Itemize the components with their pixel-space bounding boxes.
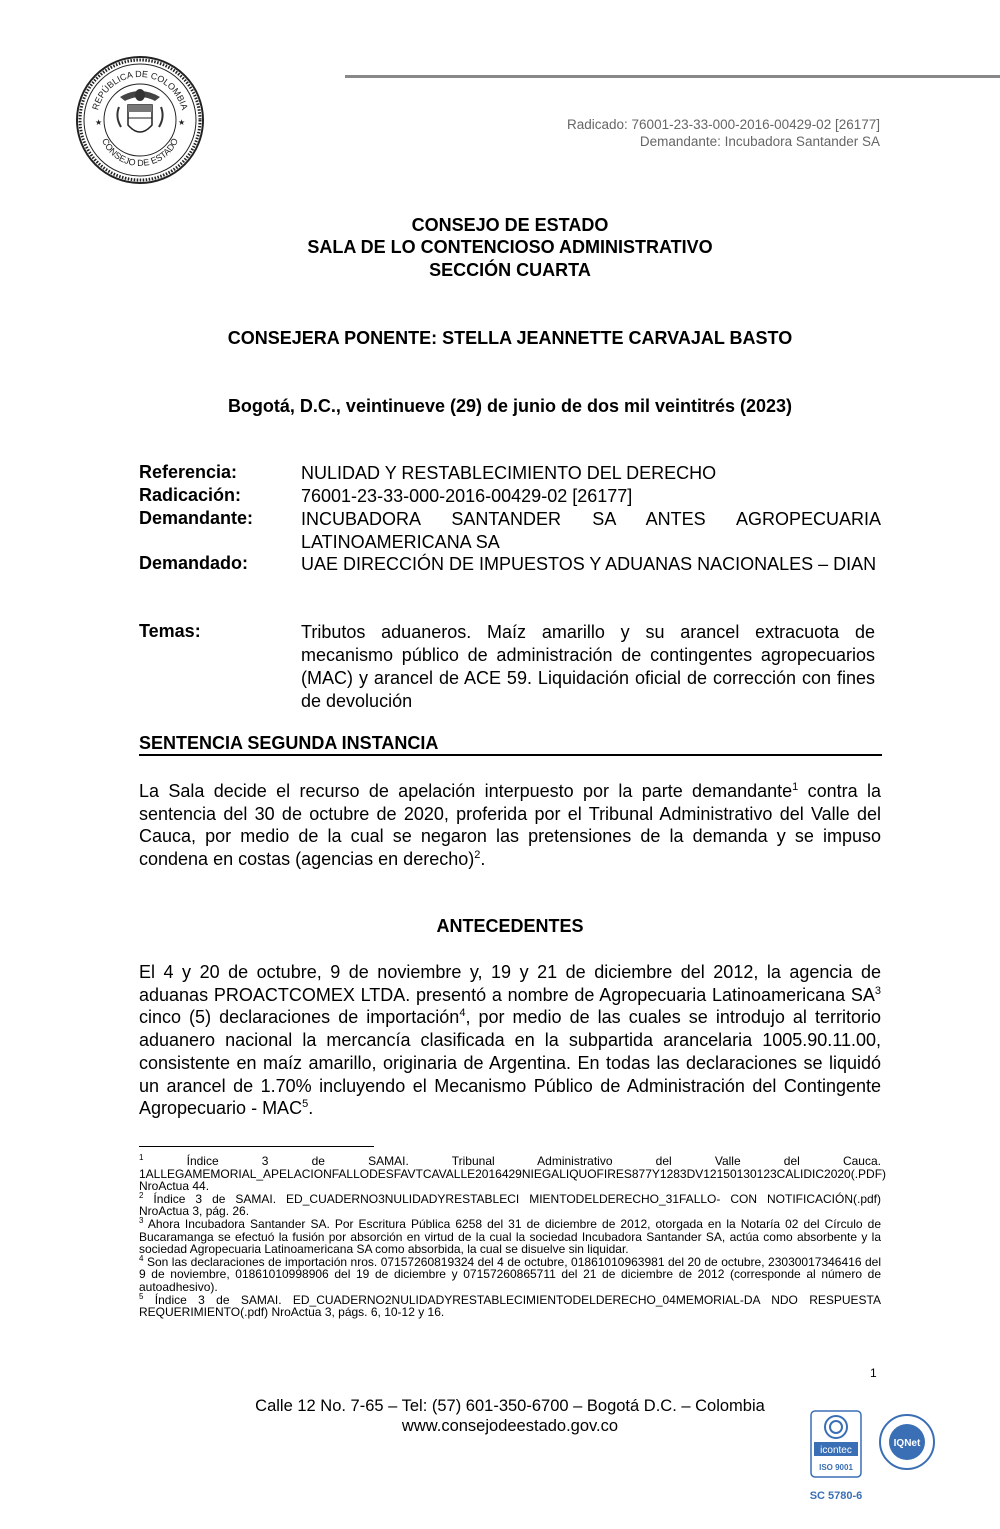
demandado-value: UAE DIRECCIÓN DE IMPUESTOS Y ADUANAS NACIONALES – DIAN <box>301 554 877 574</box>
header-radicado: Radicado: 76001-23-33-000-2016-00429-02 [26177] <box>567 117 880 132</box>
paragraph-antecedentes: El 4 y 20 de octubre, 9 de noviembre y, 19 y 21 de diciembre del 2012, la agencia de aduanas PROACTCOMEX LTDA. presentó a nombre de Agropecuaria Latinoamericana $SA^3$ cinco (5) declaraciones de importación$^4$, por medio de las cuales se introdujo al territorio aduanero nacional la mercancía clasificada en la subpartida arancelaria 1005.90.11.00, consistente en maíz amarillo, originaria de Argentina. En todas las declaraciones se liquidó un arancel de 1.70% incluyendo el Mecanismo Público de Administración del Contingente Agropecuario - MAC$^5$. <box>139 962 881 1119</box>
footnote-5: $^5$ Índice 3 de SAMAI. ED_CUADERNO2NULIDADYRESTABLECIMIENTODELDERECHO_04MEMORIAL-DA NDO RESPUESTA REQUERIMIENTO(.pdf) NroActua 3, págs. 6, 10-12 y 16. <box>139 1291 881 1320</box>
title-line-2: SALA DE LO CONTENCIOSO ADMINISTRATIVO <box>307 237 713 257</box>
certification-code: SC 5780-6 <box>809 1490 863 1502</box>
title-line-1: CONSEJO DE ESTADO <box>411 215 609 235</box>
radicacion-value: 76001-23-33-000-2016-00429-02 [26177] <box>301 486 633 506</box>
page-number: 1 <box>870 1366 877 1380</box>
header-rule <box>345 75 1000 78</box>
icontec-label: icontec <box>820 1445 852 1456</box>
antecedentes-heading: ANTECEDENTES <box>436 916 584 936</box>
sentencia-underline <box>139 754 882 756</box>
footnote-ref-3: 3 <box>874 984 881 997</box>
footer-website-link[interactable]: www.consejodeestado.gov.co <box>401 1417 619 1435</box>
coat-of-arms-icon <box>117 89 162 132</box>
footnote-ref-2: 2 <box>474 849 481 862</box>
demandante-label: Demandante: <box>139 508 254 528</box>
title-line-3: SECCIÓN CUARTA <box>429 260 591 280</box>
footnote-2: $^2$ Índice 3 de SAMAI. ED_CUADERNO3NULIDADYRESTABLECI MIENTODELDERECHO_31FALLO- CON NOTIFICACIÓN(.pdf) NroActua 3, pág. 26. <box>139 1190 881 1219</box>
iso-label: ISO 9001 <box>819 1463 853 1472</box>
svg-text:★: ★ <box>178 118 186 127</box>
footnote-3: $^3$ Ahora Incubadora Santander SA. Por Escritura Pública 6258 del 31 de diciembre de 2012, otorgada en la Notaría 02 del Círculo de Bucaramanga se efectuó la fusión por absorción en virtud de la cual la sociedad Incubadora Santander SA, actúa como absorbente y la sociedad Agropecuaria Latinoamericana SA como absorbida, la cual se disuelve sin liquidar. <box>139 1215 881 1257</box>
paragraph-decision: La Sala decide el recurso de apelación interpuesto por la parte demandante$^1$ contra la sentencia del 30 de octubre de 2020, proferida por el Tribunal Administrativo del Valle del Cauca, por medio de la cual se negaron las pretensiones de la demanda y se impuso condena en costas (agencias en derecho)$^2$. <box>139 781 881 870</box>
date-line: Bogotá, D.C., veintinueve (29) de junio de dos mil veintitrés (2023) <box>227 396 793 416</box>
referencia-label: Referencia: <box>139 462 238 482</box>
consejo-de-estado-seal <box>75 55 205 185</box>
demandado-label: Demandado: <box>139 553 249 573</box>
demandante-value: INCUBADORA SANTANDER SA ANTES AGROPECUARIA LATINOAMERICANA SA <box>301 509 881 552</box>
footnote-ref-1: 1 <box>792 781 799 793</box>
sentencia-heading: SENTENCIA SEGUNDA INSTANCIA <box>139 733 439 753</box>
iqnet-logo <box>878 1413 936 1471</box>
radicacion-label: Radicación: <box>139 485 242 505</box>
footer-address: Calle 12 No. 7-65 – Tel: (57) 601-350-6700 – Bogotá D.C. – Colombia <box>255 1397 765 1415</box>
footnote-1: $^1$ Índice 3 de SAMAI. Tribunal Administrativo del Valle del Cauca. 1ALLEGAMEMORIAL_APELACIONFALLODESFAVTCAVALLE2016429NIEGALIQUOFIRES877Y1283DV12150130123CALIDIC2020(.PDF) NroActua 44. <box>139 1153 887 1194</box>
seal-text-top: REPÚBLICA DE COLOMBIA <box>90 68 190 112</box>
footnotes <box>139 1153 887 1320</box>
svg-text:★: ★ <box>95 118 103 127</box>
icontec-logo <box>810 1410 862 1478</box>
footnote-ref-5: 5 <box>302 1098 309 1111</box>
temas-label: Temas: <box>139 621 201 641</box>
header-demandante: Demandante: Incubadora Santander SA <box>639 134 880 149</box>
footnote-separator <box>139 1146 374 1147</box>
consejera-ponente: CONSEJERA PONENTE: STELLA JEANNETTE CARVAJAL BASTO <box>227 328 793 348</box>
temas-value: Tributos aduaneros. Maíz amarillo y su arancel extracuota de mecanismo público de administración de contingentes agropecuarios (MAC) y arancel de ACE 59. Liquidación oficial de corrección con fines de devolución <box>301 622 875 711</box>
iqnet-label: IQNet <box>893 1438 921 1449</box>
footnote-ref-4: 4 <box>459 1007 466 1020</box>
footnote-4: $^4$ Son las declaraciones de importación nros. 07157260819324 del 4 de octubre, 01861010963981 del 20 de octubre, 23030017346416 del 9 de noviembre, 01861010998906 del 19 de diciembre y 07157260865711 del 21 de diciembre de 2012 (corresponde al número de autoadhesivo). <box>139 1253 881 1294</box>
seal-text-bottom: CONSEJO DE ESTADO <box>99 136 181 169</box>
referencia-value: NULIDAD Y RESTABLECIMIENTO DEL DERECHO <box>301 463 717 483</box>
